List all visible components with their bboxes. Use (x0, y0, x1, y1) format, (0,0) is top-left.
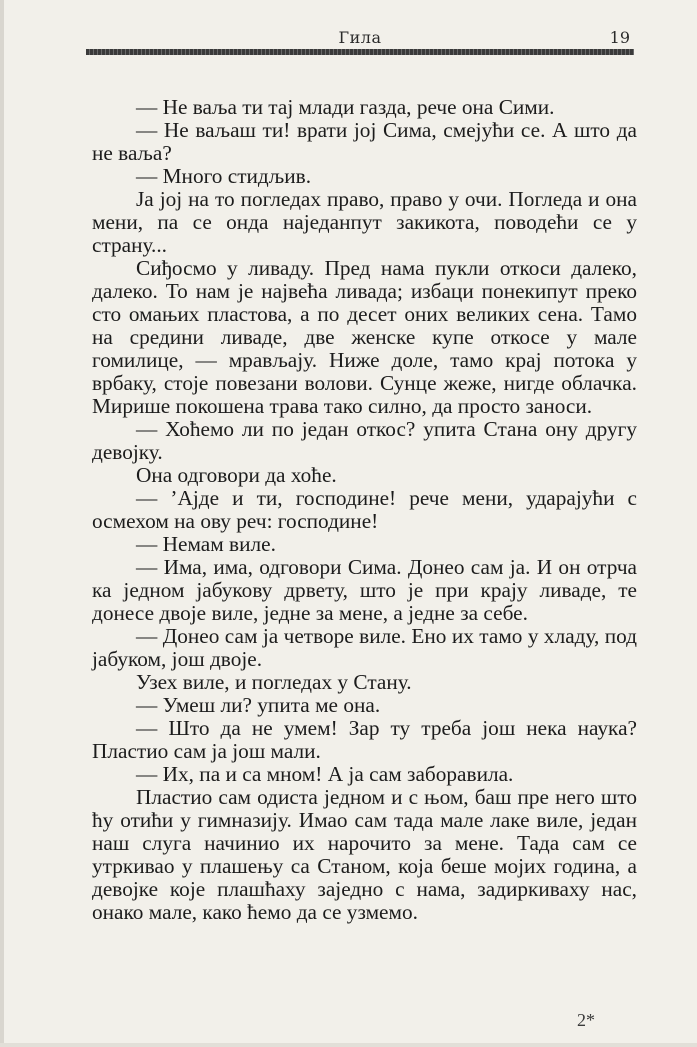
header-rule (86, 49, 634, 55)
paragraph: Пластио сам одиста једном и с њом, баш пре него што ћу отићи у гимназију. Имао сам тада мале лаке виле, један наш слуга начинио их нарочито за мене. Тада сам се утркивао у плашењу са Станом, која беше мојих година, а девојке које плашћаху заједно с нама, задиркиваху нас, онако мале, како ћемо да се узмемо. (92, 785, 637, 924)
page-edge-shadow (0, 0, 4, 1047)
signature-mark: 2* (577, 1010, 595, 1030)
paragraph: Узех виле, и погледах у Стану. (136, 670, 412, 694)
page-number: 19 (609, 28, 630, 47)
paragraph: — Их, па и са мном! А ја сам заборавила. (136, 762, 514, 786)
paragraph: — Много стидљив. (136, 164, 312, 188)
body-text (92, 96, 637, 924)
paragraph: — Хоћемо ли по један откос? упита Стана ону другу девојку. (92, 417, 637, 464)
paragraph: — ’Ајде и ти, господине! рече мени, ударајући с осмехом на ову реч: господине! (92, 486, 637, 533)
paragraph: — Не ваља ти тај млади газда, рече она Сими. (136, 95, 555, 119)
paragraph: — Има, има, одговори Сима. Донео сам ја. И он отрча ка једном јабукову дрвету, што је при крају ливаде, те донесе двоје виле, једне за мене, а једне за себе. (92, 555, 637, 625)
paragraph: Ја јој на то погледах право, право у очи. Погледа и она мени, па се онда наједанпут закикота, поводећи се у страну... (92, 187, 637, 257)
paragraph: — Не ваљаш ти! врати јој Сима, смејући се. А што да не ваља? (92, 118, 637, 165)
paragraph: — Донео сам ја четворе виле. Ено их тамо у хладу, под јабуком, још двоје. (92, 624, 637, 671)
paragraph: — Што да не умем! Зар ту треба још нека наука? Пластио сам ја још мали. (92, 716, 637, 763)
paragraph: — Немам виле. (136, 532, 276, 556)
paragraph: Она одговори да хоће. (136, 463, 337, 487)
page-header (86, 28, 634, 50)
page-edge-bottom (0, 1043, 697, 1047)
running-title: Гила (338, 28, 382, 47)
paragraph: Сиђосмо у ливаду. Пред нама пукли откоси далеко, далеко. То нам је највећа ливада; избаци понекипут преко сто омањих пластова, а по десет оних великих сена. Тамо на средини ливаде, две женске купе откосе у мале гомилице, — мрављају. Ниже доле, тамо крај потока у врбаку, стоје повезани волови. Сунце жеже, нигде облачка. Мирише покошена трава тако силно, да просто заноси. (92, 256, 637, 418)
paragraph: — Умеш ли? упита ме она. (136, 693, 381, 717)
